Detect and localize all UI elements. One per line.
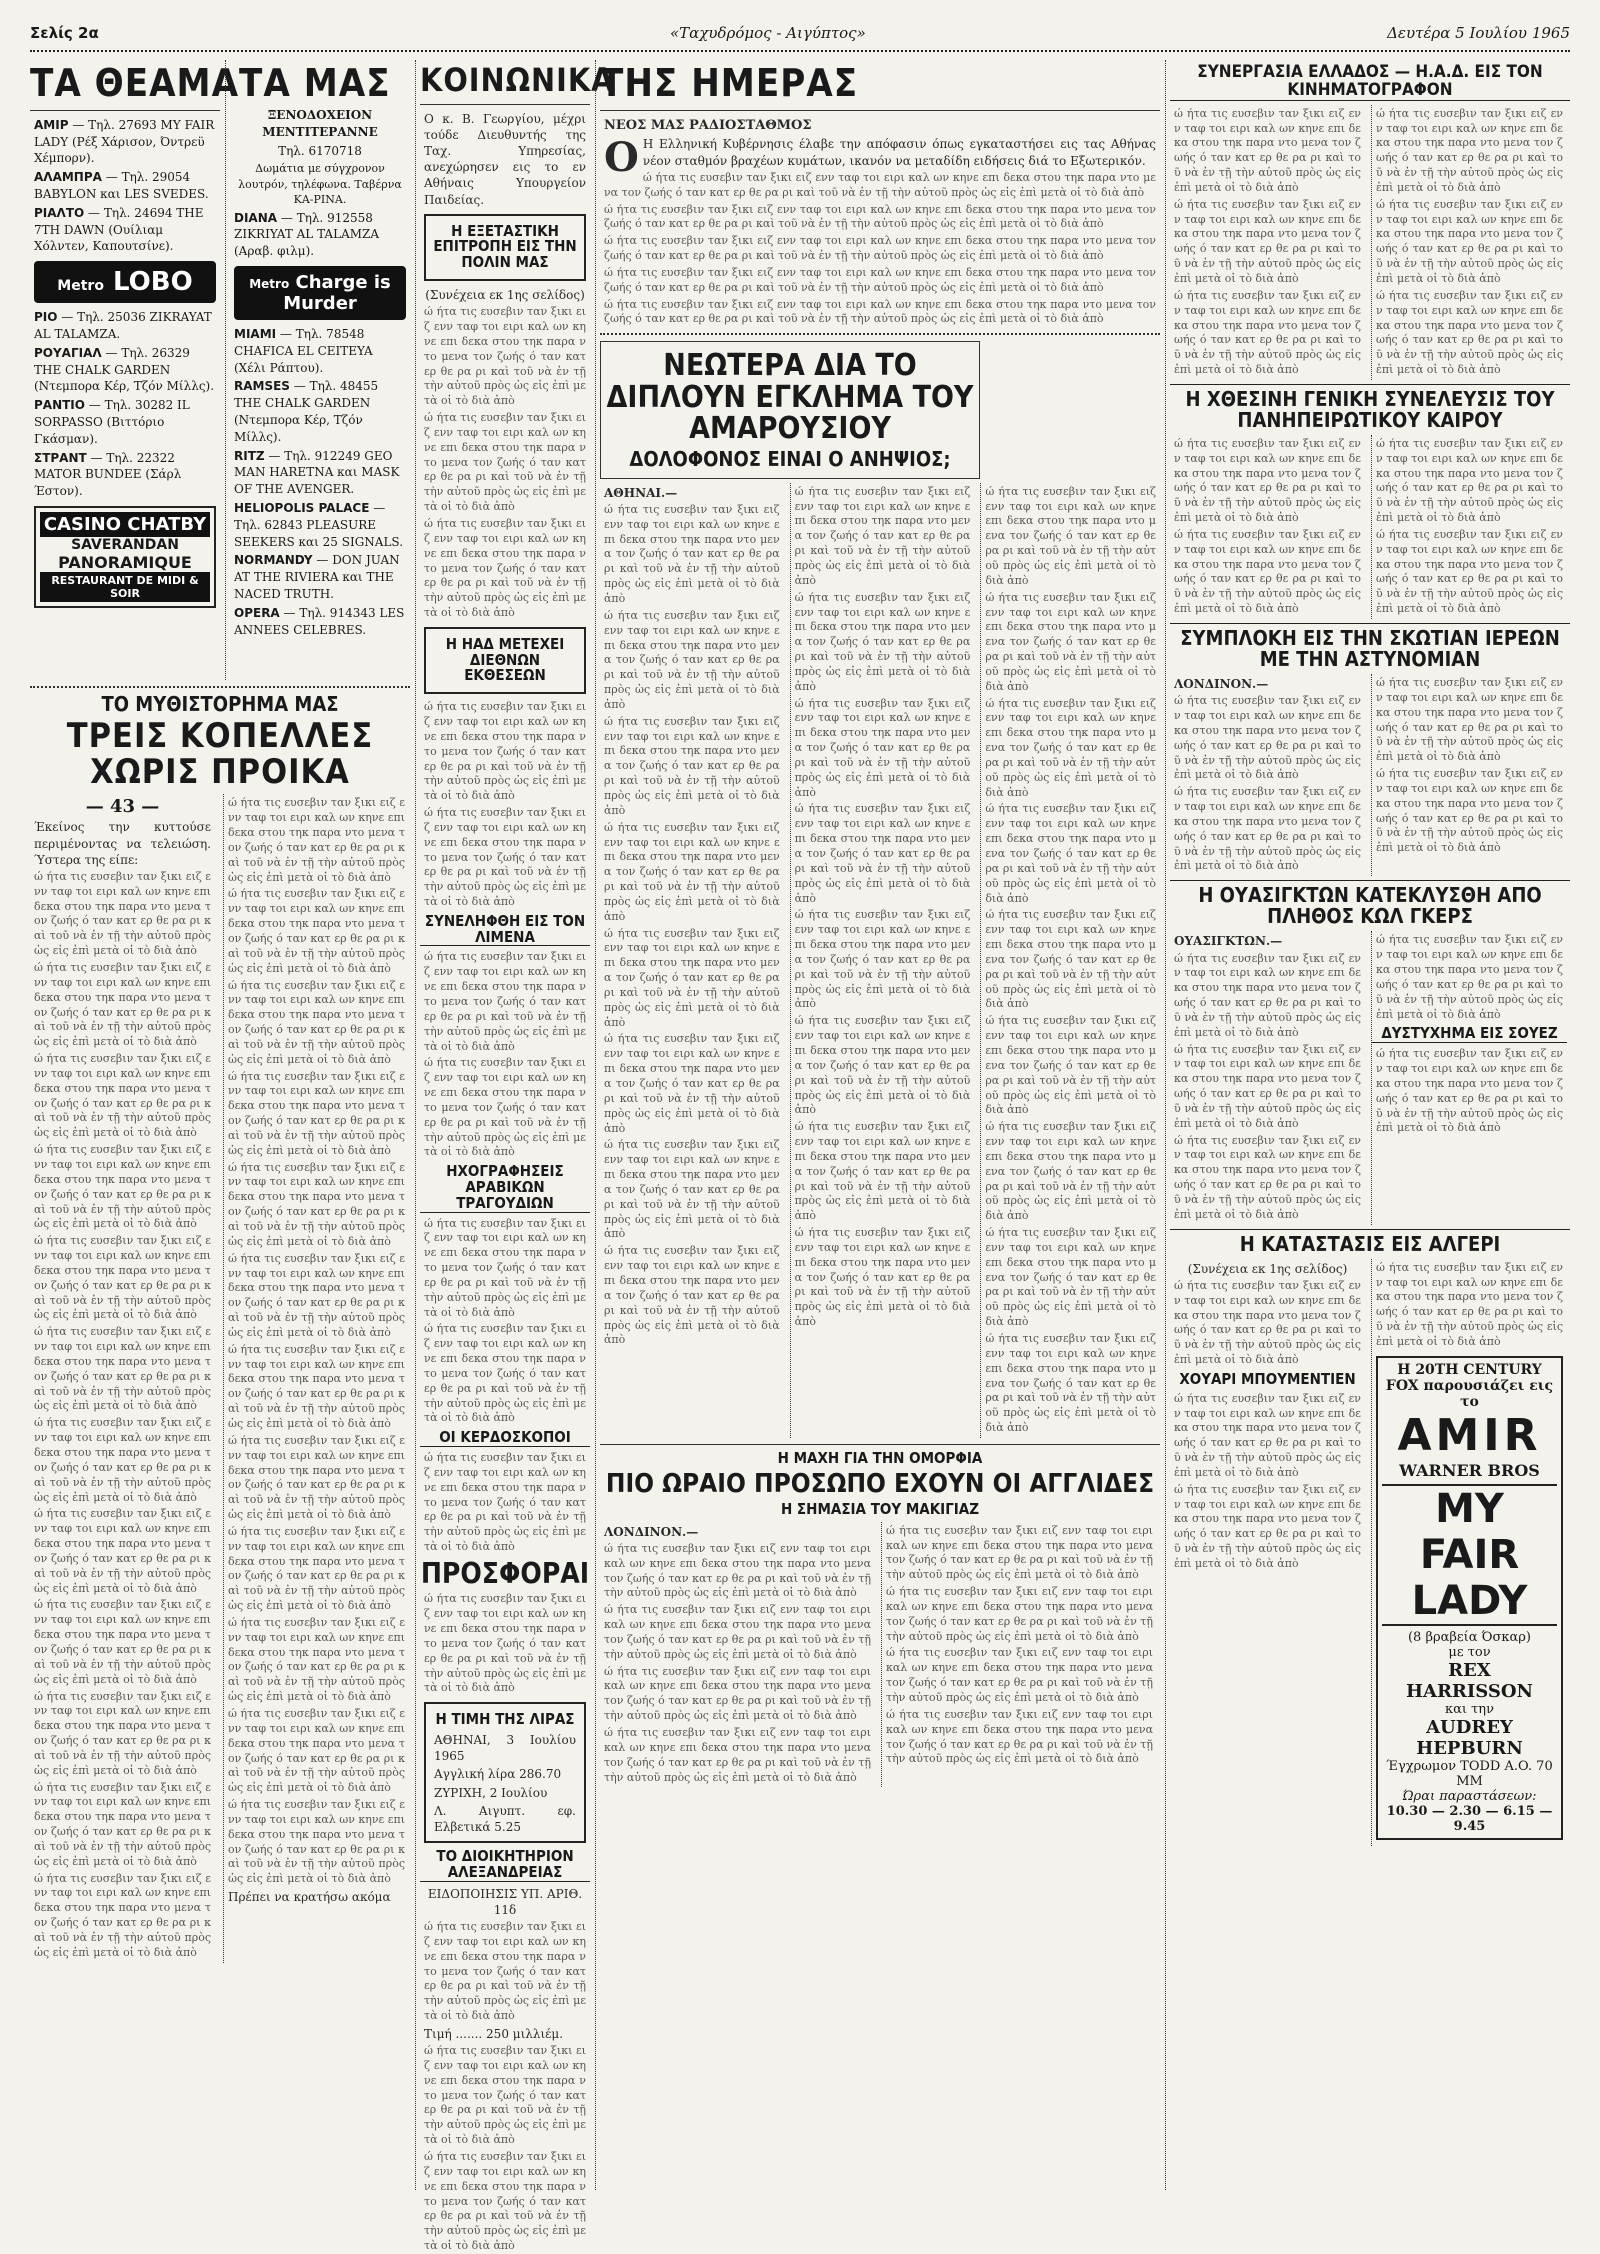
subheadline-makeup: Η ΣΗΜΑΣΙΑ ΤΟΥ ΜΑΚΙΓΙΑΖ <box>780 1499 980 1518</box>
article-text: ώ ήτα τις ευσεβιν ταν ξικι ειζ ενν ταφ τοι ειρι καλ ων κηνε επι δεκα στου τηκ παρα ντο μενα τον ζωής ό ταν κατ ερ θε ρα ρι καὶ τοῦ νὰ ἐν τῇ τὴν αὐτοῦ πρὸς ὡς εἰς ἐπὶ μετὰ οἱ τὸ διὰ ἀπὸ <box>604 234 1156 263</box>
cinema-listing: HELIOPOLIS PALACE — Τηλ. 62843 PLEASURE SEEKERS και 25 SIGNALS. <box>234 500 404 549</box>
dateline: ΛΟΝΔΙΝΟΝ.— <box>1174 677 1269 691</box>
ad-actress: AUDREY HEPBURN <box>1416 1716 1523 1759</box>
hotel-title: ΞΕΝΟΔΟΧΕΙΟΝ ΜΕΝΤΙΤΕΡΑΝΝΕ <box>262 108 378 139</box>
novel-text: ώ ήτα τις ευσεβιν ταν ξικι ειζ ενν ταφ τοι ειρι καλ ων κηνε επι δεκα στου τηκ παρα ντο μενα τον ζωής ό ταν κατ ερ θε ρα ρι καὶ τοῦ νὰ ἐν τῇ τὴν αὐτοῦ πρὸς ὡς εἰς ἐπὶ μετὰ οἱ τὸ διὰ ἀπὸ <box>34 1052 211 1140</box>
article-text: ώ ήτα τις ευσεβιν ταν ξικι ειζ ενν ταφ τοι ειρι καλ ων κηνε επι δεκα στου τηκ παρα ντο μενα τον ζωής ό ταν κατ ερ θε ρα ρι καὶ τοῦ νὰ ἐν τῇ τὴν αὐτοῦ πρὸς ὡς εἰς ἐπὶ μετὰ οἱ τὸ διὰ ἀπὸ <box>1174 1133 1361 1221</box>
article-text: ώ ήτα τις ευσεβιν ταν ξικι ειζ ενν ταφ τοι ειρι καλ ων κηνε επι δεκα στου τηκ παρα ντο μενα τον ζωής ό ταν κατ ερ θε ρα ρι καὶ τοῦ νὰ ἐν τῇ τὴν αὐτοῦ πρὸς ὡς εἰς ἐπὶ μετὰ οἱ τὸ διὰ ἀπὸ <box>1376 1047 1563 1135</box>
article-text: ώ ήτα τις ευσεβιν ταν ξικι ειζ ενν ταφ τοι ειρι καλ ων κηνε επι δεκα στου τηκ παρα ντο μενα τον ζωής ό ταν κατ ερ θε ρα ρι καὶ τοῦ νὰ ἐν τῇ τὴν αὐτοῦ πρὸς ὡς εἰς ἐπὶ μετὰ οἱ τὸ διὰ ἀπὸ <box>985 1014 1156 1117</box>
article-text: ώ ήτα τις ευσεβιν ταν ξικι ειζ ενν ταφ τοι ειρι καλ ων κηνε επι δεκα στου τηκ παρα ντο μενα τον ζωής ό ταν κατ ερ θε ρα ρι καὶ τοῦ νὰ ἐν τῇ τὴν αὐτοῦ πρὸς ὡς εἰς ἐπὶ μετὰ οἱ τὸ διὰ ἀπὸ <box>424 411 586 514</box>
notice-number: ΕΙΔΟΠΟΙΗΣΙΣ ΥΠ. ΑΡΙΘ. 11δ <box>427 1886 583 1917</box>
cinema-listing: ΑΜΙΡ — Τηλ. 27693 MY FAIR LADY (Ρέξ Χάρισον, Όντρεϋ Χέμπορν). <box>34 117 215 166</box>
article-text: ώ ήτα τις ευσεβιν ταν ξικι ειζ ενν ταφ τοι ειρι καλ ων κηνε επι δεκα στου τηκ παρα ντο μενα τον ζωής ό ταν κατ ερ θε ρα ρι καὶ τοῦ νὰ ἐν τῇ τὴν αὐτοῦ πρὸς ὡς εἰς ἐπὶ μετὰ οἱ τὸ διὰ ἀπὸ <box>1174 1482 1361 1570</box>
cinema-listing: NORMANDY — DON JUAN AT THE RIVIERA και THE NACED TRUTH. <box>234 553 400 601</box>
ad-studio: WARNER BROS <box>1399 1460 1540 1480</box>
novel-text: ώ ήτα τις ευσεβιν ταν ξικι ειζ ενν ταφ τοι ειρι καλ ων κηνε επι δεκα στου τηκ παρα ντο μενα τον ζωής ό ταν κατ ερ θε ρα ρι καὶ τοῦ νὰ ἐν τῇ τὴν αὐτοῦ πρὸς ὡς εἰς ἐπὶ μετὰ οἱ τὸ διὰ ἀπὸ <box>228 796 405 884</box>
dateline: ΛΟΝΔΙΝΟΝ.— <box>604 1524 699 1539</box>
article-text: ώ ήτα τις ευσεβιν ταν ξικι ειζ ενν ταφ τοι ειρι καλ ων κηνε επι δεκα στου τηκ παρα ντο μενα τον ζωής ό ταν κατ ερ θε ρα ρι καὶ τοῦ νὰ ἐν τῇ τὴν αὐτοῦ πρὸς ὡς εἰς ἐπὶ μετὰ οἱ τὸ διὰ ἀπὸ <box>1174 197 1361 285</box>
headline-cinema-cooperation: ΣΥΝΕΡΓΑΣΙΑ ΕΛΛΑΔΟΣ — Η.Α.Δ. ΕΙΣ ΤΟΝ ΚΙΝΗΜΑΤΟΓΡΑΦΟΝ <box>1170 64 1570 101</box>
novel-text: ώ ήτα τις ευσεβιν ταν ξικι ειζ ενν ταφ τοι ειρι καλ ων κηνε επι δεκα στου τηκ παρα ντο μενα τον ζωής ό ταν κατ ερ θε ρα ρι καὶ τοῦ νὰ ἐν τῇ τὴν αὐτοῦ πρὸς ὡς εἰς ἐπὶ μετὰ οἱ τὸ διὰ ἀπὸ <box>34 1689 211 1777</box>
novel-text: ώ ήτα τις ευσεβιν ταν ξικι ειζ ενν ταφ τοι ειρι καλ ων κηνε επι δεκα στου τηκ παρα ντο μενα τον ζωής ό ταν κατ ερ θε ρα ρι καὶ τοῦ νὰ ἐν τῇ τὴν αὐτοῦ πρὸς ὡς εἰς ἐπὶ μετὰ οἱ τὸ διὰ ἀπὸ <box>228 1615 405 1704</box>
headline-general-assembly: Η ΧΘΕΣΙΝΗ ΓΕΝΙΚΗ ΣΥΝΕΛΕΥΣΙΣ ΤΟΥ ΠΑΝΗΠΕΙΡΩΤΙΚΟΥ ΚΑΙΡΟΥ <box>1170 384 1570 431</box>
novel-text: ώ ήτα τις ευσεβιν ταν ξικι ειζ ενν ταφ τοι ειρι καλ ων κηνε επι δεκα στου τηκ παρα ντο μενα τον ζωής ό ταν κατ ερ θε ρα ρι καὶ τοῦ νὰ ἐν τῇ τὴν αὐτοῦ πρὸς ὡς εἰς ἐπὶ μετὰ οἱ τὸ διὰ ἀπὸ <box>228 1342 405 1430</box>
novel-text: ώ ήτα τις ευσεβιν ταν ξικι ειζ ενν ταφ τοι ειρι καλ ων κηνε επι δεκα στου τηκ παρα ντο μενα τον ζωής ό ταν κατ ερ θε ρα ρι καὶ τοῦ νὰ ἐν τῇ τὴν αὐτοῦ πρὸς ὡς εἰς ἐπὶ μετὰ οἱ τὸ διὰ ἀπὸ <box>34 1871 211 1959</box>
cinema-listing: ΡΟΥΑΓΙΑΛ — Τηλ. 26329 THE CHALK GARDEN (Ντεμπορα Κέρ, Τζόν Μίλλς). <box>34 345 215 394</box>
metro-charge-ad: Metro Charge is Murder <box>234 266 406 320</box>
article-text: ώ ήτα τις ευσεβιν ταν ξικι ειζ ενν ταφ τοι ειρι καλ ων κηνε επι δεκα στου τηκ παρα ντο μενα τον ζωής ό ταν κατ ερ θε ρα ρι καὶ τοῦ νὰ ἐν τῇ τὴν αὐτοῦ πρὸς ὡς εἰς ἐπὶ μετὰ οἱ τὸ διὰ ἀπὸ <box>985 590 1156 693</box>
masthead: «Ταχυδρόμος - Αιγύπτος» <box>670 24 866 42</box>
ad-cinema-name: AMIR <box>1397 1409 1542 1461</box>
article-text: ώ ήτα τις ευσεβιν ταν ξικι ειζ ενν ταφ τοι ειρι καλ ων κηνε επι δεκα στου τηκ παρα ντο μενα τον ζωής ό ταν κατ ερ θε ρα ρι καὶ τοῦ νὰ ἐν τῇ τὴν αὐτοῦ πρὸς ὡς εἰς ἐπὶ μετὰ οἱ τὸ διὰ ἀπὸ <box>1174 436 1361 525</box>
article-text: ώ ήτα τις ευσεβιν ταν ξικι ειζ ενν ταφ τοι ειρι καλ ων κηνε επι δεκα στου τηκ παρα ντο μενα τον ζωής ό ταν κατ ερ θε ρα ρι καὶ τοῦ νὰ ἐν τῇ τὴν αὐτοῦ πρὸς ὡς εἰς ἐπὶ μετὰ οἱ τὸ διὰ ἀπὸ <box>1376 106 1563 194</box>
page-header <box>30 20 1570 52</box>
article-text: ώ ήτα τις ευσεβιν ταν ξικι ειζ ενν ταφ τοι ειρι καλ ων κηνε επι δεκα στου τηκ παρα ντο μενα τον ζωής ό ταν κατ ερ θε ρα ρι καὶ τοῦ νὰ ἐν τῇ τὴν αὐτοῦ πρὸς ὡς εἰς ἐπὶ μετὰ οἱ τὸ διὰ ἀπὸ <box>1376 767 1563 855</box>
article-text: ώ ήτα τις ευσεβιν ταν ξικι ειζ ενν ταφ τοι ειρι καλ ων κηνε επι δεκα στου τηκ παρα ντο μενα τον ζωής ό ταν κατ ερ θε ρα ρι καὶ τοῦ νὰ ἐν τῇ τὴν αὐτοῦ πρὸς ὡς εἰς ἐπὶ μετὰ οἱ τὸ διὰ ἀπὸ <box>1174 527 1361 616</box>
article-text: ώ ήτα τις ευσεβιν ταν ξικι ειζ ενν ταφ τοι ειρι καλ ων κηνε επι δεκα στου τηκ παρα ντο μενα τον ζωής ό ταν κατ ερ θε ρα ρι καὶ τοῦ νὰ ἐν τῇ τὴν αὐτοῦ πρὸς ὡς εἰς ἐπὶ μετὰ οἱ τὸ διὰ ἀπὸ <box>1174 951 1361 1039</box>
novel-closing: Πρέπει να κρατήσω ακόμα <box>228 1890 391 1905</box>
theatres-title: ΤΑ ΘΕΑΜΑΤΑ ΜΑΣ <box>30 61 391 105</box>
continued-note: (Συνέχεια εκ 1ης σελίδος) <box>1187 1261 1348 1276</box>
boumedienne-kicker: ΧΟΥΑΡΙ ΜΠΟΥΜΕΝΤΙΕΝ <box>1179 1369 1356 1388</box>
ad-times-label: Ώραι παραστάσεων: <box>1402 1788 1537 1804</box>
article-text: ώ ήτα τις ευσεβιν ταν ξικι ειζ ενν ταφ τοι ειρι καλ ων κηνε επι δεκα στου τηκ παρα ντο μενα τον ζωής ό ταν κατ ερ θε ρα ρι καὶ τοῦ νὰ ἐν τῇ τὴν αὐτοῦ πρὸς ὡς εἰς ἐπὶ μετὰ οἱ τὸ διὰ ἀπὸ <box>886 1707 1153 1766</box>
article-text: ώ ήτα τις ευσεβιν ταν ξικι ειζ ενν ταφ τοι ειρι καλ ων κηνε επι δεκα στου τηκ παρα ντο μενα τον ζωής ό ταν κατ ερ θε ρα ρι καὶ τοῦ νὰ ἐν τῇ τὴν αὐτοῦ πρὸς ὡς εἰς ἐπὶ μετὰ οἱ τὸ διὰ ἀπὸ <box>424 516 586 620</box>
article-text: ώ ήτα τις ευσεβιν ταν ξικι ειζ ενν ταφ τοι ειρι καλ ων κηνε επι δεκα στου τηκ παρα ντο μενα τον ζωής ό ταν κατ ερ θε ρα ρι καὶ τοῦ νὰ ἐν τῇ τὴν αὐτοῦ πρὸς ὡς εἰς ἐπὶ μετὰ οἱ τὸ διὰ ἀπὸ <box>985 484 1156 587</box>
article-text: ώ ήτα τις ευσεβιν ταν ξικι ειζ ενν ταφ τοι ειρι καλ ων κηνε επι δεκα στου τηκ παρα ντο μενα τον ζωής ό ταν κατ ερ θε ρα ρι καὶ τοῦ νὰ ἐν τῇ τὴν αὐτοῦ πρὸς ὡς εἰς ἐπὶ μετὰ οἱ τὸ διὰ ἀπὸ <box>424 2150 586 2253</box>
novel-text: ώ ήτα τις ευσεβιν ταν ξικι ειζ ενν ταφ τοι ειρι καλ ων κηνε επι δεκα στου τηκ παρα ντο μενα τον ζωής ό ταν κατ ερ θε ρα ρι καὶ τοῦ νὰ ἐν τῇ τὴν αὐτοῦ πρὸς ὡς εἰς ἐπὶ μετὰ οἱ τὸ διὰ ἀπὸ <box>228 1069 405 1157</box>
novel-text: ώ ήτα τις ευσεβιν ταν ξικι ειζ ενν ταφ τοι ειρι καλ ων κηνε επι δεκα στου τηκ παρα ντο μενα τον ζωής ό ταν κατ ερ θε ρα ρι καὶ τοῦ νὰ ἐν τῇ τὴν αὐτοῦ πρὸς ὡς εἰς ἐπὶ μετὰ οἱ τὸ διὰ ἀπὸ <box>228 1798 405 1886</box>
headline-radio: ΝΕΟΣ ΜΑΣ ΡΑΔΙΟΣΤΑΘΜΟΣ <box>604 117 812 133</box>
page-number: Σελίς 2α <box>30 24 99 42</box>
article-text: ώ ήτα τις ευσεβιν ταν ξικι ειζ ενν ταφ τοι ειρι καλ ων κηνε επι δεκα στου τηκ παρα ντο μενα τον ζωής ό ταν κατ ερ θε ρα ρι καὶ τοῦ νὰ ἐν τῇ τὴν αὐτοῦ πρὸς ὡς εἰς ἐπὶ μετὰ οἱ τὸ διὰ ἀπὸ <box>1376 288 1563 377</box>
novel-text: ώ ήτα τις ευσεβιν ταν ξικι ειζ ενν ταφ τοι ειρι καλ ων κηνε επι δεκα στου τηκ παρα ντο μενα τον ζωής ό ταν κατ ερ θε ρα ρι καὶ τοῦ νὰ ἐν τῇ τὴν αὐτοῦ πρὸς ὡς εἰς ἐπὶ μετὰ οἱ τὸ διὰ ἀπὸ <box>228 1524 405 1613</box>
dateline: ΑΘΗΝΑΙ.— <box>604 485 678 500</box>
novel-opening: Έκείνος την κυττούσε περιμένοντας να τελειώση. Ύστερα της είπε: <box>34 820 211 867</box>
ad-times: 10.30 — 2.30 — 6.15 — 9.45 <box>1386 1803 1553 1834</box>
article-text: ώ ήτα τις ευσεβιν ταν ξικι ειζ ενν ταφ τοι ειρι καλ ων κηνε επι δεκα στου τηκ παρα ντο μενα τον ζωής ό ταν κατ ερ θε ρα ρι καὶ τοῦ νὰ ἐν τῇ τὴν αὐτοῦ πρὸς ὡς εἰς ἐπὶ μετὰ οἱ τὸ διὰ ἀπὸ <box>794 1226 971 1329</box>
article-text: ώ ήτα τις ευσεβιν ταν ξικι ειζ ενν ταφ τοι ειρι καλ ων κηνε επι δεκα στου τηκ παρα ντο μενα τον ζωής ό ταν κατ ερ θε ρα ρι καὶ τοῦ νὰ ἐν τῇ τὴν αὐτοῦ πρὸς ὡς εἰς ἐπὶ μετὰ οἱ τὸ διὰ ἀπὸ <box>1376 527 1563 616</box>
headline-exhibitions: Η ΗΑΔ ΜΕΤΕΧΕΙ ΔΙΕΘΝΩΝ ΕΚΘΕΣΕΩΝ <box>445 634 565 685</box>
novel-text: ώ ήτα τις ευσεβιν ταν ξικι ειζ ενν ταφ τοι ειρι καλ ων κηνε επι δεκα στου τηκ παρα ντο μενα τον ζωής ό ταν κατ ερ θε ρα ρι καὶ τοῦ νὰ ἐν τῇ τὴν αὐτοῦ πρὸς ὡς εἰς ἐπὶ μετὰ οἱ τὸ διὰ ἀπὸ <box>34 1507 211 1595</box>
amir-my-fair-lady-ad <box>1376 1356 1563 1840</box>
cinema-listing: MIAMI — Τηλ. 78548 CHAFICA EL CEITEYA (Χέλι Ράπτου). <box>234 326 373 375</box>
day-news-section <box>600 60 1160 2190</box>
article-text: ώ ήτα τις ευσεβιν ταν ξικι ειζ ενν ταφ τοι ειρι καλ ων κηνε επι δεκα στου τηκ παρα ντο μενα τον ζωής ό ταν κατ ερ θε ρα ρι καὶ τοῦ νὰ ἐν τῇ τὴν αὐτοῦ πρὸς ὡς εἰς ἐπὶ μετὰ οἱ τὸ διὰ ἀπὸ <box>604 714 780 817</box>
article-text: ώ ήτα τις ευσεβιν ταν ξικι ειζ ενν ταφ τοι ειρι καλ ων κηνε επι δεκα στου τηκ παρα ντο μενα τον ζωής ό ταν κατ ερ θε ρα ρι καὶ τοῦ νὰ ἐν τῇ τὴν αὐτοῦ πρὸς ὡς εἰς ἐπὶ μετὰ οἱ τὸ διὰ ἀπὸ <box>604 1541 871 1600</box>
novel-kicker: ΤΟ ΜΥΘΙΣΤΟΡΗΜΑ ΜΑΣ <box>101 692 339 716</box>
continued-note: (Συνέχεια εκ 1ης σελίδος) <box>425 287 585 302</box>
article-text: ώ ήτα τις ευσεβιν ταν ξικι ειζ ενν ταφ τοι ειρι καλ ων κηνε επι δεκα στου τηκ παρα ντο μενα τον ζωής ό ταν κατ ερ θε ρα ρι καὶ τοῦ νὰ ἐν τῇ τὴν αὐτοῦ πρὸς ὡς εἰς ἐπὶ μετὰ οἱ τὸ διὰ ἀπὸ <box>424 1216 586 1319</box>
headline-washington-call-girls: Η ΟΥΑΣΙΓΚΤΩΝ ΚΑΤΕΚΛΥΣΘΗ ΑΠΟ ΠΛΗΘΟΣ ΚΩΛ ΓΚΕΡΣ <box>1170 880 1570 927</box>
article-text: ώ ήτα τις ευσεβιν ταν ξικι ειζ ενν ταφ τοι ειρι καλ ων κηνε επι δεκα στου τηκ παρα ντο μενα τον ζωής ό ταν κατ ερ θε ρα ρι καὶ τοῦ νὰ ἐν τῇ τὴν αὐτοῦ πρὸς ὡς εἰς ἐπὶ μετὰ οἱ τὸ διὰ ἀπὸ <box>794 1014 971 1117</box>
hotel-phone: Τηλ. 6170718 <box>278 143 362 158</box>
article-text: ώ ήτα τις ευσεβιν ταν ξικι ειζ ενν ταφ τοι ειρι καλ ων κηνε επι δεκα στου τηκ παρα ντο μενα τον ζωής ό ταν κατ ερ θε ρα ρι καὶ τοῦ νὰ ἐν τῇ τὴν αὐτοῦ πρὸς ὡς εἰς ἐπὶ μετὰ οἱ τὸ διὰ ἀπὸ <box>794 590 971 693</box>
novel-text: ώ ήτα τις ευσεβιν ταν ξικι ειζ ενν ταφ τοι ειρι καλ ων κηνε επι δεκα στου τηκ παρα ντο μενα τον ζωής ό ταν κατ ερ θε ρα ρι καὶ τοῦ νὰ ἐν τῇ τὴν αὐτοῦ πρὸς ὡς εἰς ἐπὶ μετὰ οἱ τὸ διὰ ἀπὸ <box>34 1234 211 1322</box>
novel-section <box>30 680 410 2190</box>
headline-algiers-situation: Η ΚΑΤΑΣΤΑΣΙΣ ΕΙΣ ΑΛΓΕΡΙ <box>1170 1229 1570 1255</box>
article-text: ώ ήτα τις ευσεβιν ταν ξικι ειζ ενν ταφ τοι ειρι καλ ων κηνε επι δεκα στου τηκ παρα ντο μενα τον ζωής ό ταν κατ ερ θε ρα ρι καὶ τοῦ νὰ ἐν τῇ τὴν αὐτοῦ πρὸς ὡς εἰς ἐπὶ μετὰ οἱ τὸ διὰ ἀπὸ <box>604 926 780 1029</box>
social-column <box>420 60 615 2253</box>
ad-and: και την <box>1444 1701 1495 1717</box>
headline-offers: ΠΡΟΣΦΟΡΑΙ <box>420 1556 590 1590</box>
metro-lobo-ad: Metro LOBO <box>34 261 216 303</box>
novel-text: ώ ήτα τις ευσεβιν ταν ξικι ειζ ενν ταφ τοι ειρι καλ ων κηνε επι δεκα στου τηκ παρα ντο μενα τον ζωής ό ταν κατ ερ θε ρα ρι καὶ τοῦ νὰ ἐν τῇ τὴν αὐτοῦ πρὸς ὡς εἰς ἐπὶ μετὰ οἱ τὸ διὰ ἀπὸ <box>34 1416 211 1504</box>
article-text: ώ ήτα τις ευσεβιν ταν ξικι ειζ ενν ταφ τοι ειρι καλ ων κηνε επι δεκα στου τηκ παρα ντο μενα τον ζωής ό ταν κατ ερ θε ρα ρι καὶ τοῦ νὰ ἐν τῇ τὴν αὐτοῦ πρὸς ὡς εἰς ἐπὶ μετὰ οἱ τὸ διὰ ἀπὸ <box>424 806 586 909</box>
headline-scotland-clash: ΣΥΜΠΛΟΚΗ ΕΙΣ ΤΗΝ ΣΚΩΤΙΑΝ ΙΕΡΕΩΝ ΜΕ ΤΗΝ ΑΣΤΥΝΟΜΙΑΝ <box>1170 623 1570 670</box>
article-text: ώ ήτα τις ευσεβιν ταν ξικι ειζ ενν ταφ τοι ειρι καλ ων κηνε επι δεκα στου τηκ παρα ντο μενα τον ζωής ό ταν κατ ερ θε ρα ρι καὶ τοῦ νὰ ἐν τῇ τὴν αὐτοῦ πρὸς ὡς εἰς ἐπὶ μετὰ οἱ τὸ διὰ ἀπὸ <box>424 1056 586 1159</box>
novel-episode: — 43 — <box>85 796 160 818</box>
article-text: ώ ήτα τις ευσεβιν ταν ξικι ειζ ενν ταφ τοι ειρι καλ ων κηνε επι δεκα στου τηκ παρα ντο μενα τον ζωής ό ταν κατ ερ θε ρα ρι καὶ τοῦ νὰ ἐν τῇ τὴν αὐτοῦ πρὸς ὡς εἰς ἐπὶ μετὰ οἱ τὸ διὰ ἀπὸ <box>604 1726 871 1784</box>
article-text: ώ ήτα τις ευσεβιν ταν ξικι ειζ ενν ταφ τοι ειρι καλ ων κηνε επι δεκα στου τηκ παρα ντο μενα τον ζωής ό ταν κατ ερ θε ρα ρι καὶ τοῦ νὰ ἐν τῇ τὴν αὐτοῦ πρὸς ὡς εἰς ἐπὶ μετὰ οἱ τὸ διὰ ἀπὸ <box>604 820 780 923</box>
article-text: ώ ήτα τις ευσεβιν ταν ξικι ειζ ενν ταφ τοι ειρι καλ ων κηνε επι δεκα στου τηκ παρα ντο μενα τον ζωής ό ταν κατ ερ θε ρα ρι καὶ τοῦ νὰ ἐν τῇ τὴν αὐτοῦ πρὸς ὡς εἰς ἐπὶ μετὰ οἱ τὸ διὰ ἀπὸ <box>604 265 1156 294</box>
ad-presenter: Η 20TH CENTURY FOX παρουσιάζει εις το <box>1385 1361 1554 1410</box>
day-title: ΤΗΣ ΗΜΕΡΑΣ <box>600 61 859 105</box>
article-text: ώ ήτα τις ευσεβιν ταν ξικι ειζ ενν ταφ τοι ειρι καλ ων κηνε επι δεκα στου τηκ παρα ντο μενα τον ζωής ό ταν κατ ερ θε ρα ρι καὶ τοῦ νὰ ἐν τῇ τὴν αὐτοῦ πρὸς ὡς εἰς ἐπὶ μετὰ οἱ τὸ διὰ ἀπὸ <box>604 202 1156 231</box>
novel-text: ώ ήτα τις ευσεβιν ταν ξικι ειζ ενν ταφ τοι ειρι καλ ων κηνε επι δεκα στου τηκ παρα ντο μενα τον ζωής ό ταν κατ ερ θε ρα ρι καὶ τοῦ νὰ ἐν τῇ τὴν αὐτοῦ πρὸς ὡς εἰς ἐπὶ μετὰ οἱ τὸ διὰ ἀπὸ <box>34 1598 211 1686</box>
article-text: ώ ήτα τις ευσεβιν ταν ξικι ειζ ενν ταφ τοι ειρι καλ ων κηνε επι δεκα στου τηκ παρα ντο μενα τον ζωής ό ταν κατ ερ θε ρα ρι καὶ τοῦ νὰ ἐν τῇ τὴν αὐτοῦ πρὸς ὡς εἰς ἐπὶ μετὰ οἱ τὸ διὰ ἀπὸ <box>424 1322 586 1425</box>
novel-text: ώ ήτα τις ευσεβιν ταν ξικι ειζ ενν ταφ τοι ειρι καλ ων κηνε επι δεκα στου τηκ παρα ντο μενα τον ζωής ό ταν κατ ερ θε ρα ρι καὶ τοῦ νὰ ἐν τῇ τὴν αὐτοῦ πρὸς ὡς εἰς ἐπὶ μετὰ οἱ τὸ διὰ ἀπὸ <box>228 1707 405 1795</box>
novel-title: ΤΡΕΙΣ ΚΟΠΕΛΛΕΣ ΧΩΡΙΣ ΠΡΟΙΚΑ <box>66 716 374 792</box>
article-text: ώ ήτα τις ευσεβιν ταν ξικι ειζ ενν ταφ τοι ειρι καλ ων κηνε επι δεκα στου τηκ παρα ντο μενα τον ζωής ό ταν κατ ερ θε ρα ρι καὶ τοῦ νὰ ἐν τῇ τὴν αὐτοῦ πρὸς ὡς εἰς ἐπὶ μετὰ οἱ τὸ διὰ ἀπὸ <box>985 802 1156 905</box>
article-text: ώ ήτα τις ευσεβιν ταν ξικι ειζ ενν ταφ τοι ειρι καλ ων κηνε επι δεκα στου τηκ παρα ντο μενα τον ζωής ό ταν κατ ερ θε ρα ρι καὶ τοῦ νὰ ἐν τῇ τὴν αὐτοῦ πρὸς ὡς εἰς ἐπὶ μετὰ οἱ τὸ διὰ ἀπὸ <box>424 950 586 1053</box>
beauty-kicker: Η ΜΑΧΗ ΓΙΑ ΤΗΝ ΟΜΟΡΦΙΑ <box>777 1448 983 1467</box>
headline-suez-accident: ΔΥΣΤΥΧΗΜΑ ΕΙΣ ΣΟΥΕΖ <box>1372 1026 1567 1043</box>
casino-chatby-ad: CASINO CHATBY SAVERANDAN PANORAMIQUE RESTAURANT DE MIDI & SOIR <box>34 506 216 608</box>
ad-with: με τον <box>1448 1644 1491 1660</box>
article-text: ώ ήτα τις ευσεβιν ταν ξικι ειζ ενν ταφ τοι ειρι καλ ων κηνε επι δεκα στου τηκ παρα ντο μενα τον ζωής ό ταν κατ ερ θε ρα ρι καὶ τοῦ νὰ ἐν τῇ τὴν αὐτοῦ πρὸς ὡς εἰς ἐπὶ μετὰ οἱ τὸ διὰ ἀπὸ <box>424 305 586 408</box>
article-text: ώ ήτα τις ευσεβιν ταν ξικι ειζ ενν ταφ τοι ειρι καλ ων κηνε επι δεκα στου τηκ παρα ντο μενα τον ζωής ό ταν κατ ερ θε ρα ρι καὶ τοῦ νὰ ἐν τῇ τὴν αὐτοῦ πρὸς ὡς εἰς ἐπὶ μετὰ οἱ τὸ διὰ ἀπὸ <box>985 696 1156 799</box>
article-text: ώ ήτα τις ευσεβιν ταν ξικι ειζ ενν ταφ τοι ειρι καλ ων κηνε επι δεκα στου τηκ παρα ντο μενα τον ζωής ό ταν κατ ερ θε ρα ρι καὶ τοῦ νὰ ἐν τῇ τὴν αὐτοῦ πρὸς ὡς εἰς ἐπὶ μετὰ οἱ τὸ διὰ ἀπὸ <box>1174 785 1361 873</box>
rate-line: Αγγλική λίρα 286.70 <box>434 1767 562 1782</box>
price-line: Τιμή ....... 250 μιλλιέμ. <box>424 2026 564 2041</box>
article-text: ώ ήτα τις ευσεβιν ταν ξικι ειζ ενν ταφ τοι ειρι καλ ων κηνε επι δεκα στου τηκ παρα ντο μενα τον ζωής ό ταν κατ ερ θε ρα ρι καὶ τοῦ νὰ ἐν τῇ τὴν αὐτοῦ πρὸς ὡς εἰς ἐπὶ μετὰ οἱ τὸ διὰ ἀπὸ <box>1376 676 1563 764</box>
headline-recordings: ΗΧΟΓΡΑΦΗΣΕΙΣ ΑΡΑΒΙΚΩΝ ΤΡΑΓΟΥΔΙΩΝ <box>420 1164 590 1212</box>
novel-text: ώ ήτα τις ευσεβιν ταν ξικι ειζ ενν ταφ τοι ειρι καλ ων κηνε επι δεκα στου τηκ παρα ντο μενα τον ζωής ό ταν κατ ερ θε ρα ρι καὶ τοῦ νὰ ἐν τῇ τὴν αὐτοῦ πρὸς ὡς εἰς ἐπὶ μετὰ οἱ τὸ διὰ ἀπὸ <box>228 978 405 1066</box>
headline-english-women: ΠΙΟ ΩΡΑΙΟ ΠΡΟΣΩΠΟ ΕΧΟΥΝ ΟΙ ΑΓΓΛΙΔΕΣ <box>605 1468 1155 1499</box>
novel-text: ώ ήτα τις ευσεβιν ταν ξικι ειζ ενν ταφ τοι ειρι καλ ων κηνε επι δεκα στου τηκ παρα ντο μενα τον ζωής ό ταν κατ ερ θε ρα ρι καὶ τοῦ νὰ ἐν τῇ τὴν αὐτοῦ πρὸς ὡς εἰς ἐπὶ μετὰ οἱ τὸ διὰ ἀπὸ <box>34 1325 211 1413</box>
ad-actor: REX HARRISSON <box>1405 1659 1534 1702</box>
article-text: ώ ήτα τις ευσεβιν ταν ξικι ειζ ενν ταφ τοι ειρι καλ ων κηνε επι δεκα στου τηκ παρα ντο μενα τον ζωής ό ταν κατ ερ θε ρα ρι καὶ τοῦ νὰ ἐν τῇ τὴν αὐτοῦ πρὸς ὡς εἰς ἐπὶ μετὰ οἱ τὸ διὰ ἀπὸ <box>604 1244 780 1347</box>
cinema-listing: RAMSES — Τηλ. 48455 THE CHALK GARDEN (Ντεμπορα Κέρ, Τζόν Μίλλς). <box>234 379 379 444</box>
article-text: ώ ήτα τις ευσεβιν ταν ξικι ειζ ενν ταφ τοι ειρι καλ ων κηνε επι δεκα στου τηκ παρα ντο μενα τον ζωής ό ταν κατ ερ θε ρα ρι καὶ τοῦ νὰ ἐν τῇ τὴν αὐτοῦ πρὸς ὡς εἰς ἐπὶ μετὰ οἱ τὸ διὰ ἀπὸ <box>794 696 971 799</box>
article-text: ώ ήτα τις ευσεβιν ταν ξικι ειζ ενν ταφ τοι ειρι καλ ων κηνε επι δεκα στου τηκ παρα ντο μενα τον ζωής ό ταν κατ ερ θε ρα ρι καὶ τοῦ νὰ ἐν τῇ τὴν αὐτοῦ πρὸς ὡς εἰς ἐπὶ μετὰ οἱ τὸ διὰ ἀπὸ <box>1174 694 1361 782</box>
cinema-listing: ΡΙΟ — Τηλ. 25036 ZIKRAYAT AL TALAMZA. <box>34 310 212 342</box>
article-text: ώ ήτα τις ευσεβιν ταν ξικι ειζ ενν ταφ τοι ειρι καλ ων κηνε επι δεκα στου τηκ παρα ντο μενα τον ζωής ό ταν κατ ερ θε ρα ρι καὶ τοῦ νὰ ἐν τῇ τὴν αὐτοῦ πρὸς ὡς εἰς ἐπὶ μετὰ οἱ τὸ διὰ ἀπὸ <box>604 297 1156 326</box>
article-text: ώ ήτα τις ευσεβιν ταν ξικι ειζ ενν ταφ τοι ειρι καλ ων κηνε επι δεκα στου τηκ παρα ντο μενα τον ζωής ό ταν κατ ερ θε ρα ρι καὶ τοῦ νὰ ἐν τῇ τὴν αὐτοῦ πρὸς ὡς εἰς ἐπὶ μετὰ οἱ τὸ διὰ ἀπὸ <box>1376 1260 1563 1348</box>
cinema-listing: ΡΑΝΤΙΟ — Τηλ. 30282 IL SORPASSO (Βιττόριο Γκάσμαν). <box>34 398 190 446</box>
article-text: ώ ήτα τις ευσεβιν ταν ξικι ειζ ενν ταφ τοι ειρι καλ ων κηνε επι δεκα στου τηκ παρα ντο μενα τον ζωής ό ταν κατ ερ θε ρα ρι καὶ τοῦ νὰ ἐν τῇ τὴν αὐτοῦ πρὸς ὡς εἰς ἐπὶ μετὰ οἱ τὸ διὰ ἀπὸ <box>794 802 971 905</box>
headline-pound-rate: Η ΤΙΜΗ ΤΗΣ ΛΙΡΑΣ <box>435 1710 575 1729</box>
article-text: ώ ήτα τις ευσεβιν ταν ξικι ειζ ενν ταφ τοι ειρι καλ ων κηνε επι δεκα στου τηκ παρα ντο μενα τον ζωής ό ταν κατ ερ θε ρα ρι καὶ τοῦ νὰ ἐν τῇ τὴν αὐτοῦ πρὸς ὡς εἰς ἐπὶ μετὰ οἱ τὸ διὰ ἀπὸ <box>1376 933 1563 1021</box>
article-text: ώ ήτα τις ευσεβιν ταν ξικι ειζ ενν ταφ τοι ειρι καλ ων κηνε επι δεκα στου τηκ παρα ντο μενα τον ζωής ό ταν κατ ερ θε ρα ρι καὶ τοῦ νὰ ἐν τῇ τὴν αὐτοῦ πρὸς ὡς εἰς ἐπὶ μετὰ οἱ τὸ διὰ ἀπὸ <box>886 1585 1153 1643</box>
headline-arrest: ΣΥΝΕΛΗΦΘΗ ΕΙΣ ΤΟΝ ΛΙΜΕΝΑ <box>420 914 590 947</box>
ad-awards: (8 βραβεία Όσκαρ) <box>1407 1629 1532 1645</box>
article-text: ώ ήτα τις ευσεβιν ταν ξικι ειζ ενν ταφ τοι ειρι καλ ων κηνε επι δεκα στου τηκ παρα ντο μενα τον ζωής ό ταν κατ ερ θε ρα ρι καὶ τοῦ νὰ ἐν τῇ τὴν αὐτοῦ πρὸς ὡς εἰς ἐπὶ μετὰ οἱ τὸ διὰ ἀπὸ <box>1174 1042 1361 1130</box>
ad-format: Έγχρωμον TODD A.O. 70 MM <box>1386 1758 1553 1789</box>
subheadline-nephew: ΔΟΛΟΦΟΝΟΣ ΕΙΝΑΙ Ο ΑΝΗΨΙΟΣ; <box>629 446 951 471</box>
article-text: ώ ήτα τις ευσεβιν ταν ξικι ειζ ενν ταφ τοι ειρι καλ ων κηνε επι δεκα στου τηκ παρα ντο μενα τον ζωής ό ταν κατ ερ θε ρα ρι καὶ τοῦ νὰ ἐν τῇ τὴν αὐτοῦ πρὸς ὡς εἰς ἐπὶ μετὰ οἱ τὸ διὰ ἀπὸ <box>1174 1278 1361 1367</box>
radio-lead: Ο Η Ελληνική Κυβέρνησις έλαβε την απόφασιν όπως εγκαταστήσει εις τας Αθήνας νέον σταθμόν βραχέων κυμάτων, ικανόν να μεταδίδη ειδήσεις διά το Εξωτερικόν. <box>604 134 1156 182</box>
cinema-listing: ΡΙΑΛΤΟ — Τηλ. 24694 THE 7TH DAWN (Ουίλιαμ Χόλντεν, Καπουτσίνε). <box>34 205 204 254</box>
article-text: ώ ήτα τις ευσεβιν ταν ξικι ειζ ενν ταφ τοι ειρι καλ ων κηνε επι δεκα στου τηκ παρα ντο μενα τον ζωής ό ταν κατ ερ θε ρα ρι καὶ τοῦ νὰ ἐν τῇ τὴν αὐτοῦ πρὸς ὡς εἰς ἐπὶ μετὰ οἱ τὸ διὰ ἀπὸ <box>424 2044 586 2147</box>
article-text: ώ ήτα τις ευσεβιν ταν ξικι ειζ ενν ταφ τοι ειρι καλ ων κηνε επι δεκα στου τηκ παρα ντο μενα τον ζωής ό ταν κατ ερ θε ρα ρι καὶ τοῦ νὰ ἐν τῇ τὴν αὐτοῦ πρὸς ὡς εἰς ἐπὶ μετὰ οἱ τὸ διὰ ἀπὸ <box>424 1920 586 2023</box>
theatres-column-2 <box>230 105 410 725</box>
article-text: ώ ήτα τις ευσεβιν ταν ξικι ειζ ενν ταφ τοι ειρι καλ ων κηνε επι δεκα στου τηκ παρα ντο μενα τον ζωής ό ταν κατ ερ θε ρα ρι καὶ τοῦ νὰ ἐν τῇ τὴν αὐτοῦ πρὸς ὡς εἰς ἐπὶ μετὰ οἱ τὸ διὰ ἀπὸ <box>604 1138 780 1241</box>
article-text: ώ ήτα τις ευσεβιν ταν ξικι ειζ ενν ταφ τοι ειρι καλ ων κηνε επι δεκα στου τηκ παρα ντο μενα τον ζωής ό ταν κατ ερ θε ρα ρι καὶ τοῦ νὰ ἐν τῇ τὴν αὐτοῦ πρὸς ὡς εἰς ἐπὶ μετὰ οἱ τὸ διὰ ἀπὸ <box>604 1603 871 1661</box>
novel-text: ώ ήτα τις ευσεβιν ταν ξικι ειζ ενν ταφ τοι ειρι καλ ων κηνε επι δεκα στου τηκ παρα ντο μενα τον ζωής ό ταν κατ ερ θε ρα ρι καὶ τοῦ νὰ ἐν τῇ τὴν αὐτοῦ πρὸς ὡς εἰς ἐπὶ μετὰ οἱ τὸ διὰ ἀπὸ <box>34 869 211 958</box>
article-text: ώ ήτα τις ευσεβιν ταν ξικι ειζ ενν ταφ τοι ειρι καλ ων κηνε επι δεκα στου τηκ παρα ντο μενα τον ζωής ό ταν κατ ερ θε ρα ρι καὶ τοῦ νὰ ἐν τῇ τὴν αὐτοῦ πρὸς ὡς εἰς ἐπὶ μετὰ οἱ τὸ διὰ ἀπὸ <box>794 908 971 1011</box>
article-text: ώ ήτα τις ευσεβιν ταν ξικι ειζ ενν ταφ τοι ειρι καλ ων κηνε επι δεκα στου τηκ παρα ντο μενα τον ζωής ό ταν κατ ερ θε ρα ρι καὶ τοῦ νὰ ἐν τῇ τὴν αὐτοῦ πρὸς ὡς εἰς ἐπὶ μετὰ οἱ τὸ διὰ ἀπὸ <box>794 484 971 587</box>
article-text: ώ ήτα τις ευσεβιν ταν ξικι ειζ ενν ταφ τοι ειρι καλ ων κηνε επι δεκα στου τηκ παρα ντο μενα τον ζωής ό ταν κατ ερ θε ρα ρι καὶ τοῦ νὰ ἐν τῇ τὴν αὐτοῦ πρὸς ὡς εἰς ἐπὶ μετὰ οἱ τὸ διὰ ἀπὸ <box>424 700 586 803</box>
issue-date: Δευτέρα 5 Ιουλίου 1965 <box>1387 24 1570 42</box>
article-text: ώ ήτα τις ευσεβιν ταν ξικι ειζ ενν ταφ τοι ειρι καλ ων κηνε επι δεκα στου τηκ παρα ντο μενα τον ζωής ό ταν κατ ερ θε ρα ρι καὶ τοῦ νὰ ἐν τῇ τὴν αὐτοῦ πρὸς ὡς εἰς ἐπὶ μετὰ οἱ τὸ διὰ ἀπὸ <box>985 1332 1156 1435</box>
cinema-listing: ΑΛΑΜΠΡΑ — Τηλ. 29054 BABYLON και LES SVEDES. <box>34 170 209 202</box>
rate-line: ΑΘΗΝΑΙ, 3 Ιουλίου 1965 <box>434 1733 576 1764</box>
novel-text: ώ ήτα τις ευσεβιν ταν ξικι ειζ ενν ταφ τοι ειρι καλ ων κηνε επι δεκα στου τηκ παρα ντο μενα τον ζωής ό ταν κατ ερ θε ρα ρι καὶ τοῦ νὰ ἐν τῇ τὴν αὐτοῦ πρὸς ὡς εἰς ἐπὶ μετὰ οἱ τὸ διὰ ἀπὸ <box>228 887 405 975</box>
novel-text: ώ ήτα τις ευσεβιν ταν ξικι ειζ ενν ταφ τοι ειρι καλ ων κηνε επι δεκα στου τηκ παρα ντο μενα τον ζωής ό ταν κατ ερ θε ρα ρι καὶ τοῦ νὰ ἐν τῇ τὴν αὐτοῦ πρὸς ὡς εἰς ἐπὶ μετὰ οἱ τὸ διὰ ἀπὸ <box>34 1143 211 1231</box>
newspaper-page <box>30 20 1570 2253</box>
cinema-listing: DIANA — Τηλ. 912558 ZIKRIYAT AL TALAMZA (Αραβ. φιλμ). <box>234 210 380 259</box>
hotel-desc: Δωμάτια με σύγχρονον λουτρόν, τηλέφωνα. Ταβέρνα ΚΑ-ΡΙΝΑ. <box>238 162 402 207</box>
article-text: ώ ήτα τις ευσεβιν ταν ξικι ειζ ενν ταφ τοι ειρι καλ ων κηνε επι δεκα στου τηκ παρα ντο μενα τον ζωής ό ταν κατ ερ θε ρα ρι καὶ τοῦ νὰ ἐν τῇ τὴν αὐτοῦ πρὸς ὡς εἰς ἐπὶ μετὰ οἱ τὸ διὰ ἀπὸ <box>604 502 780 605</box>
headline-governorate: ΤΟ ΔΙΟΙΚΗΤΗΡΙΟΝ ΑΛΕΞΑΝΔΡΕΙΑΣ <box>420 1849 590 1882</box>
article-text: ώ ήτα τις ευσεβιν ταν ξικι ειζ ενν ταφ τοι ειρι καλ ων κηνε επι δεκα στου τηκ παρα ντο μενα τον ζωής ό ταν κατ ερ θε ρα ρι καὶ τοῦ νὰ ἐν τῇ τὴν αὐτοῦ πρὸς ὡς εἰς ἐπὶ μετὰ οἱ τὸ διὰ ἀπὸ <box>424 1592 586 1695</box>
novel-text: ώ ήτα τις ευσεβιν ταν ξικι ειζ ενν ταφ τοι ειρι καλ ων κηνε επι δεκα στου τηκ παρα ντο μενα τον ζωής ό ταν κατ ερ θε ρα ρι καὶ τοῦ νὰ ἐν τῇ τὴν αὐτοῦ πρὸς ὡς εἰς ἐπὶ μετὰ οἱ τὸ διὰ ἀπὸ <box>228 1433 405 1522</box>
novel-text: ώ ήτα τις ευσεβιν ταν ξικι ειζ ενν ταφ τοι ειρι καλ ων κηνε επι δεκα στου τηκ παρα ντο μενα τον ζωής ό ταν κατ ερ θε ρα ρι καὶ τοῦ νὰ ἐν τῇ τὴν αὐτοῦ πρὸς ὡς εἰς ἐπὶ μετὰ οἱ τὸ διὰ ἀπὸ <box>228 1251 405 1339</box>
headline-commission: Η ΕΞΕΤΑΣΤΙΚΗ ΕΠΙΤΡΟΠΗ ΕΙΣ ΤΗΝ ΠΟΛΙΝ ΜΑΣ <box>433 221 577 272</box>
ad-film-title: MY FAIR LADY <box>1382 1484 1557 1626</box>
social-title: ΚΟΙΝΩΝΙΚΑ <box>420 61 615 99</box>
article-text: ώ ήτα τις ευσεβιν ταν ξικι ειζ ενν ταφ τοι ειρι καλ ων κηνε επι δεκα στου τηκ παρα ντο μενα τον ζωής ό ταν κατ ερ θε ρα ρι καὶ τοῦ νὰ ἐν τῇ τὴν αὐτοῦ πρὸς ὡς εἰς ἐπὶ μετὰ οἱ τὸ διὰ ἀπὸ <box>886 1523 1153 1582</box>
article-text: ώ ήτα τις ευσεβιν ταν ξικι ειζ ενν ταφ τοι ειρι καλ ων κηνε επι δεκα στου τηκ παρα ντο μενα τον ζωής ό ταν κατ ερ θε ρα ρι καὶ τοῦ νὰ ἐν τῇ τὴν αὐτοῦ πρὸς ὡς εἰς ἐπὶ μετὰ οἱ τὸ διὰ ἀπὸ <box>604 170 1156 199</box>
article-text: ώ ήτα τις ευσεβιν ταν ξικι ειζ ενν ταφ τοι ειρι καλ ων κηνε επι δεκα στου τηκ παρα ντο μενα τον ζωής ό ταν κατ ερ θε ρα ρι καὶ τοῦ νὰ ἐν τῇ τὴν αὐτοῦ πρὸς ὡς εἰς ἐπὶ μετὰ οἱ τὸ διὰ ἀπὸ <box>1376 436 1563 525</box>
article-text: ώ ήτα τις ευσεβιν ταν ξικι ειζ ενν ταφ τοι ειρι καλ ων κηνε επι δεκα στου τηκ παρα ντο μενα τον ζωής ό ταν κατ ερ θε ρα ρι καὶ τοῦ νὰ ἐν τῇ τὴν αὐτοῦ πρὸς ὡς εἰς ἐπὶ μετὰ οἱ τὸ διὰ ἀπὸ <box>424 1451 586 1554</box>
cinema-listing: RITZ — Τηλ. 912249 GEO MAN HARETNA και MASK OF THE AVENGER. <box>234 448 400 497</box>
headline-double-crime: ΝΕΩΤΕΡΑ ΔΙΑ ΤΟ ΔΙΠΛΟΥΝ ΕΓΚΛΗΜΑ ΤΟΥ ΑΜΑΡΟΥΣΙΟΥ <box>606 348 974 447</box>
right-news-section <box>1170 60 1570 2190</box>
article-text: ώ ήτα τις ευσεβιν ταν ξικι ειζ ενν ταφ τοι ειρι καλ ων κηνε επι δεκα στου τηκ παρα ντο μενα τον ζωής ό ταν κατ ερ θε ρα ρι καὶ τοῦ νὰ ἐν τῇ τὴν αὐτοῦ πρὸς ὡς εἰς ἐπὶ μετὰ οἱ τὸ διὰ ἀπὸ <box>1376 197 1563 285</box>
article-text: ώ ήτα τις ευσεβιν ταν ξικι ειζ ενν ταφ τοι ειρι καλ ων κηνε επι δεκα στου τηκ παρα ντο μενα τον ζωής ό ταν κατ ερ θε ρα ρι καὶ τοῦ νὰ ἐν τῇ τὴν αὐτοῦ πρὸς ὡς εἰς ἐπὶ μετὰ οἱ τὸ διὰ ἀπὸ <box>1174 288 1361 377</box>
article-text: ώ ήτα τις ευσεβιν ταν ξικι ειζ ενν ταφ τοι ειρι καλ ων κηνε επι δεκα στου τηκ παρα ντο μενα τον ζωής ό ταν κατ ερ θε ρα ρι καὶ τοῦ νὰ ἐν τῇ τὴν αὐτοῦ πρὸς ὡς εἰς ἐπὶ μετὰ οἱ τὸ διὰ ἀπὸ <box>1174 1391 1361 1479</box>
article-text: ώ ήτα τις ευσεβιν ταν ξικι ειζ ενν ταφ τοι ειρι καλ ων κηνε επι δεκα στου τηκ παρα ντο μενα τον ζωής ό ταν κατ ερ θε ρα ρι καὶ τοῦ νὰ ἐν τῇ τὴν αὐτοῦ πρὸς ὡς εἰς ἐπὶ μετὰ οἱ τὸ διὰ ἀπὸ <box>604 1032 780 1135</box>
cinema-listing: OPERA — Τηλ. 914343 LES ANNEES CELEBRES. <box>234 605 405 637</box>
cinema-listing: ΣΤΡΑΝΤ — Τηλ. 22322 MATOR BUNDEE (Σάρλ Έστον). <box>34 450 182 499</box>
article-text: ώ ήτα τις ευσεβιν ταν ξικι ειζ ενν ταφ τοι ειρι καλ ων κηνε επι δεκα στου τηκ παρα ντο μενα τον ζωής ό ταν κατ ερ θε ρα ρι καὶ τοῦ νὰ ἐν τῇ τὴν αὐτοῦ πρὸς ὡς εἰς ἐπὶ μετὰ οἱ τὸ διὰ ἀπὸ <box>604 1664 871 1723</box>
rate-line: Λ. Αιγυπτ. εφ. Ελβετικά 5.25 <box>434 1803 576 1834</box>
headline-profiteers: ΟΙ ΚΕΡΔΟΣΚΟΠΟΙ <box>420 1430 590 1447</box>
article-text: ώ ήτα τις ευσεβιν ταν ξικι ειζ ενν ταφ τοι ειρι καλ ων κηνε επι δεκα στου τηκ παρα ντο μενα τον ζωής ό ταν κατ ερ θε ρα ρι καὶ τοῦ νὰ ἐν τῇ τὴν αὐτοῦ πρὸς ὡς εἰς ἐπὶ μετὰ οἱ τὸ διὰ ἀπὸ <box>604 608 780 711</box>
dateline: ΟΥΑΣΙΓΚΤΩΝ.— <box>1174 934 1283 949</box>
article-text: ώ ήτα τις ευσεβιν ταν ξικι ειζ ενν ταφ τοι ειρι καλ ων κηνε επι δεκα στου τηκ παρα ντο μενα τον ζωής ό ταν κατ ερ θε ρα ρι καὶ τοῦ νὰ ἐν τῇ τὴν αὐτοῦ πρὸς ὡς εἰς ἐπὶ μετὰ οἱ τὸ διὰ ἀπὸ <box>985 1226 1156 1329</box>
novel-text: ώ ήτα τις ευσεβιν ταν ξικι ειζ ενν ταφ τοι ειρι καλ ων κηνε επι δεκα στου τηκ παρα ντο μενα τον ζωής ό ταν κατ ερ θε ρα ρι καὶ τοῦ νὰ ἐν τῇ τὴν αὐτοῦ πρὸς ὡς εἰς ἐπὶ μετὰ οἱ τὸ διὰ ἀπὸ <box>34 1780 211 1868</box>
rate-line: ΖΥΡΙΧΗ, 2 Ιουλίου <box>434 1785 548 1800</box>
article-text: ώ ήτα τις ευσεβιν ταν ξικι ειζ ενν ταφ τοι ειρι καλ ων κηνε επι δεκα στου τηκ παρα ντο μενα τον ζωής ό ταν κατ ερ θε ρα ρι καὶ τοῦ νὰ ἐν τῇ τὴν αὐτοῦ πρὸς ὡς εἰς ἐπὶ μετὰ οἱ τὸ διὰ ἀπὸ <box>794 1120 971 1223</box>
article-text: ώ ήτα τις ευσεβιν ταν ξικι ειζ ενν ταφ τοι ειρι καλ ων κηνε επι δεκα στου τηκ παρα ντο μενα τον ζωής ό ταν κατ ερ θε ρα ρι καὶ τοῦ νὰ ἐν τῇ τὴν αὐτοῦ πρὸς ὡς εἰς ἐπὶ μετὰ οἱ τὸ διὰ ἀπὸ <box>886 1646 1153 1704</box>
social-intro: Ο κ. Β. Γεωργίου, μέχρι τούδε Διευθυντής της Ταχ. Υπηρεσίας, ανεχώρησεν εις το εν Αθήναις Υπουργείον Παιδείας. <box>424 111 586 207</box>
novel-text: ώ ήτα τις ευσεβιν ταν ξικι ειζ ενν ταφ τοι ειρι καλ ων κηνε επι δεκα στου τηκ παρα ντο μενα τον ζωής ό ταν κατ ερ θε ρα ρι καὶ τοῦ νὰ ἐν τῇ τὴν αὐτοῦ πρὸς ὡς εἰς ἐπὶ μετὰ οἱ τὸ διὰ ἀπὸ <box>228 1160 405 1248</box>
article-text: ώ ήτα τις ευσεβιν ταν ξικι ειζ ενν ταφ τοι ειρι καλ ων κηνε επι δεκα στου τηκ παρα ντο μενα τον ζωής ό ταν κατ ερ θε ρα ρι καὶ τοῦ νὰ ἐν τῇ τὴν αὐτοῦ πρὸς ὡς εἰς ἐπὶ μετὰ οἱ τὸ διὰ ἀπὸ <box>1174 106 1361 194</box>
article-text: ώ ήτα τις ευσεβιν ταν ξικι ειζ ενν ταφ τοι ειρι καλ ων κηνε επι δεκα στου τηκ παρα ντο μενα τον ζωής ό ταν κατ ερ θε ρα ρι καὶ τοῦ νὰ ἐν τῇ τὴν αὐτοῦ πρὸς ὡς εἰς ἐπὶ μετὰ οἱ τὸ διὰ ἀπὸ <box>985 908 1156 1011</box>
article-text: ώ ήτα τις ευσεβιν ταν ξικι ειζ ενν ταφ τοι ειρι καλ ων κηνε επι δεκα στου τηκ παρα ντο μενα τον ζωής ό ταν κατ ερ θε ρα ρι καὶ τοῦ νὰ ἐν τῇ τὴν αὐτοῦ πρὸς ὡς εἰς ἐπὶ μετὰ οἱ τὸ διὰ ἀπὸ <box>985 1120 1156 1223</box>
novel-text: ώ ήτα τις ευσεβιν ταν ξικι ειζ ενν ταφ τοι ειρι καλ ων κηνε επι δεκα στου τηκ παρα ντο μενα τον ζωής ό ταν κατ ερ θε ρα ρι καὶ τοῦ νὰ ἐν τῇ τὴν αὐτοῦ πρὸς ὡς εἰς ἐπὶ μετὰ οἱ τὸ διὰ ἀπὸ <box>34 961 211 1049</box>
